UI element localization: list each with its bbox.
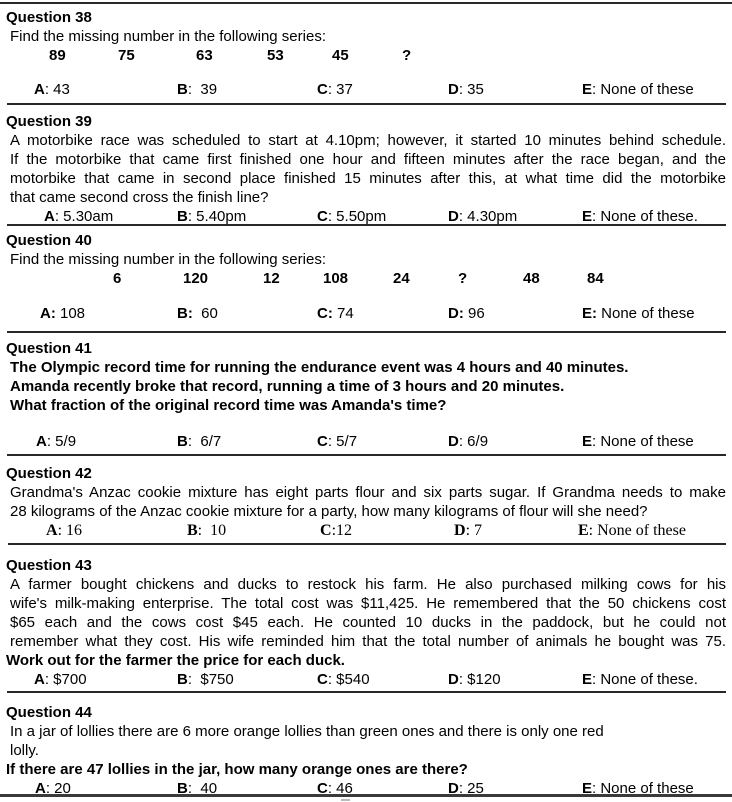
- option-key: A:: [40, 305, 56, 322]
- option-value: : 5.40pm: [187, 208, 247, 225]
- option-key: C: [317, 780, 328, 797]
- series-row: [0, 269, 732, 288]
- answer-options-row: [0, 304, 732, 323]
- question-title: Question 39: [6, 113, 92, 130]
- option-key: A: [35, 780, 46, 797]
- question-line: Grandma's Anzac cookie mixture has eight parts flour and six parts sugar. If Grandma needs to make: [10, 484, 726, 501]
- divider: [0, 2, 732, 4]
- option-key: D: [448, 81, 459, 98]
- series-value: 84: [587, 270, 604, 287]
- option-key: E: [578, 522, 589, 539]
- option-value: :12: [331, 522, 353, 539]
- divider: [7, 691, 726, 693]
- question-title: Question 41: [6, 340, 92, 357]
- option-value: : None of these.: [592, 671, 698, 688]
- option-key: B: [177, 671, 188, 688]
- answer-option-e: [578, 521, 686, 540]
- answer-option-a: [34, 80, 70, 99]
- option-value: 108: [55, 305, 86, 322]
- question-line: remember what they cost. His wife reminded him that the total number of animals he bought was 75.: [10, 633, 726, 650]
- question-line: Amanda recently broke that record, running a time of 3 hours and 20 minutes.: [10, 378, 565, 395]
- answer-option-a: [35, 779, 71, 798]
- answer-option-b: [187, 521, 226, 540]
- answer-option-b: [177, 80, 217, 99]
- question-line: Find the missing number in the following series:: [10, 28, 326, 45]
- answer-option-e: [582, 779, 694, 798]
- series-value: ?: [458, 270, 468, 287]
- answer-option-e: [582, 304, 695, 323]
- answer-option-d: [454, 521, 482, 540]
- option-value: : 10: [197, 522, 227, 539]
- question-line: 28 kilograms of the Anzac cookie mixture for a party, how many kilograms of flour will she need?: [10, 503, 648, 520]
- answer-option-b: [177, 304, 218, 323]
- option-key: C: [320, 522, 332, 539]
- question-line: If the motorbike that came first finished one hour and fifteen minutes after the race began, and the: [10, 151, 726, 168]
- option-value: : None of these: [592, 433, 694, 450]
- option-value: : 46: [327, 780, 353, 797]
- option-key: D: [448, 780, 459, 797]
- question-line: A motorbike race was scheduled to start at 4.10pm; however, it started 10 minutes behind schedule.: [10, 132, 726, 149]
- answer-option-d: [448, 304, 485, 323]
- divider: [7, 331, 726, 333]
- series-value: 6: [113, 270, 122, 287]
- option-key: C: [317, 81, 328, 98]
- series-value: 12: [263, 270, 280, 287]
- question-42: [0, 464, 732, 540]
- option-key: A: [46, 522, 58, 539]
- option-value: : 43: [44, 81, 70, 98]
- answer-option-c: [317, 779, 353, 798]
- answer-option-b: [177, 432, 221, 451]
- question-line: motorbike that came in second place finished 15 minutes after this, at what time did the motorbike: [10, 170, 726, 187]
- question-38: [0, 8, 732, 99]
- answer-option-a: [46, 521, 82, 540]
- option-value: : None of these: [588, 522, 686, 539]
- option-value: 74: [332, 305, 354, 322]
- answer-option-a: [36, 432, 76, 451]
- series-row: [0, 46, 732, 65]
- answer-options-row: [0, 432, 732, 451]
- option-value: : 7: [465, 522, 483, 539]
- option-key: B: [177, 780, 188, 797]
- option-key: D:: [448, 305, 464, 322]
- answer-option-c: [317, 207, 386, 226]
- series-value: 63: [196, 47, 213, 64]
- option-key: E: [582, 671, 593, 688]
- question-line: lolly.: [10, 742, 39, 759]
- option-value: : 40: [187, 780, 218, 797]
- option-key: D: [448, 433, 459, 450]
- option-value: : 5/7: [327, 433, 358, 450]
- question-line: In a jar of lollies there are 6 more orange lollies than green ones and there is only one red: [10, 723, 604, 740]
- question-line: $65 each and the cows cost $45 each. He counted 10 ducks in the paddock, but he could not: [10, 614, 726, 631]
- option-value: : None of these: [592, 780, 694, 797]
- question-line: The Olympic record time for running the endurance event was 4 hours and 40 minutes.: [10, 359, 629, 376]
- series-value: 75: [118, 47, 135, 64]
- answer-options-row: [0, 207, 732, 226]
- question-41: [0, 339, 732, 451]
- option-key: B:: [177, 305, 193, 322]
- option-key: C: [317, 433, 328, 450]
- option-key: A: [44, 208, 55, 225]
- answer-option-b: [177, 670, 234, 689]
- option-value: : 16: [57, 522, 83, 539]
- option-value: : 5.30am: [54, 208, 114, 225]
- question-line: that came second cross the finish line?: [10, 189, 269, 206]
- option-value: : 39: [187, 81, 218, 98]
- option-value: : None of these.: [592, 208, 698, 225]
- series-value: 24: [393, 270, 410, 287]
- divider: [8, 543, 726, 545]
- option-key: E: [582, 208, 593, 225]
- answer-option-d: [448, 670, 501, 689]
- series-value: 108: [323, 270, 349, 287]
- divider: [7, 454, 726, 456]
- option-key: A: [34, 671, 45, 688]
- option-key: E: [582, 433, 593, 450]
- question-line: Find the missing number in the following series:: [10, 251, 326, 268]
- answer-options-row: [0, 670, 732, 689]
- option-key: E:: [582, 305, 597, 322]
- option-value: : 5.50pm: [327, 208, 387, 225]
- answer-option-e: [582, 207, 698, 226]
- option-value: : 25: [458, 780, 484, 797]
- answer-options-row: [0, 80, 732, 99]
- option-key: C:: [317, 305, 333, 322]
- option-value: None of these: [597, 305, 695, 322]
- series-value: 53: [267, 47, 284, 64]
- answer-option-c: [317, 670, 370, 689]
- question-line: wife's milk-making enterprise. The total cost was $11,425. He remembered that the 50 chickens cost: [10, 595, 726, 612]
- option-value: : 6/9: [458, 433, 489, 450]
- answer-option-b: [177, 779, 217, 798]
- answer-option-d: [448, 432, 488, 451]
- question-line: A farmer bought chickens and ducks to restock his farm. He also purchased milking cows for his: [10, 576, 726, 593]
- answer-option-a: [34, 670, 87, 689]
- answer-option-c: [317, 80, 353, 99]
- answer-options-row: [0, 521, 732, 540]
- option-value: : $750: [187, 671, 234, 688]
- question-line: Work out for the farmer the price for each duck.: [6, 652, 345, 669]
- answer-option-d: [448, 779, 484, 798]
- question-title: Question 40: [6, 232, 92, 249]
- series-value: 45: [332, 47, 349, 64]
- option-key: B: [177, 81, 188, 98]
- option-value: : 20: [45, 780, 71, 797]
- answer-option-e: [582, 670, 698, 689]
- answer-option-d: [448, 80, 484, 99]
- question-43: [0, 556, 732, 689]
- question-line: What fraction of the original record time was Amanda's time?: [10, 397, 447, 414]
- question-44: [0, 703, 732, 798]
- question-line: If there are 47 lollies in the jar, how many orange ones are there?: [6, 761, 468, 778]
- option-key: D: [448, 208, 459, 225]
- question-title: Question 43: [6, 557, 92, 574]
- series-value: 120: [183, 270, 209, 287]
- answer-option-b: [177, 207, 246, 226]
- divider: [7, 103, 726, 105]
- option-key: C: [317, 208, 328, 225]
- option-value: : $700: [44, 671, 87, 688]
- answer-option-c: [320, 521, 352, 540]
- answer-option-c: [317, 432, 357, 451]
- option-value: : None of these: [592, 81, 694, 98]
- series-value: 48: [523, 270, 540, 287]
- option-value: : 5/9: [46, 433, 77, 450]
- answer-option-c: [317, 304, 354, 323]
- answer-option-e: [582, 80, 694, 99]
- scan-artifact: [341, 799, 350, 801]
- question-title: Question 44: [6, 704, 92, 721]
- option-key: A: [36, 433, 47, 450]
- option-value: 96: [463, 305, 485, 322]
- answer-option-e: [582, 432, 694, 451]
- option-value: : 6/7: [187, 433, 222, 450]
- answer-options-row: [0, 779, 732, 798]
- option-key: B: [187, 522, 198, 539]
- option-key: E: [582, 780, 593, 797]
- option-value: 60: [192, 305, 218, 322]
- question-title: Question 42: [6, 465, 92, 482]
- option-value: : $120: [458, 671, 501, 688]
- answer-option-a: [44, 207, 113, 226]
- option-value: : $540: [327, 671, 370, 688]
- option-key: B: [177, 433, 188, 450]
- option-key: E: [582, 81, 593, 98]
- question-title: Question 38: [6, 9, 92, 26]
- option-key: A: [34, 81, 45, 98]
- option-value: : 4.30pm: [458, 208, 518, 225]
- series-value: 89: [49, 47, 66, 64]
- option-value: : 37: [327, 81, 353, 98]
- answer-option-d: [448, 207, 517, 226]
- option-key: D: [454, 522, 466, 539]
- question-39: [0, 112, 732, 226]
- answer-option-a: [40, 304, 85, 323]
- option-value: : 35: [458, 81, 484, 98]
- option-key: B: [177, 208, 188, 225]
- question-40: [0, 231, 732, 323]
- option-key: D: [448, 671, 459, 688]
- option-key: C: [317, 671, 328, 688]
- series-value: ?: [402, 47, 412, 64]
